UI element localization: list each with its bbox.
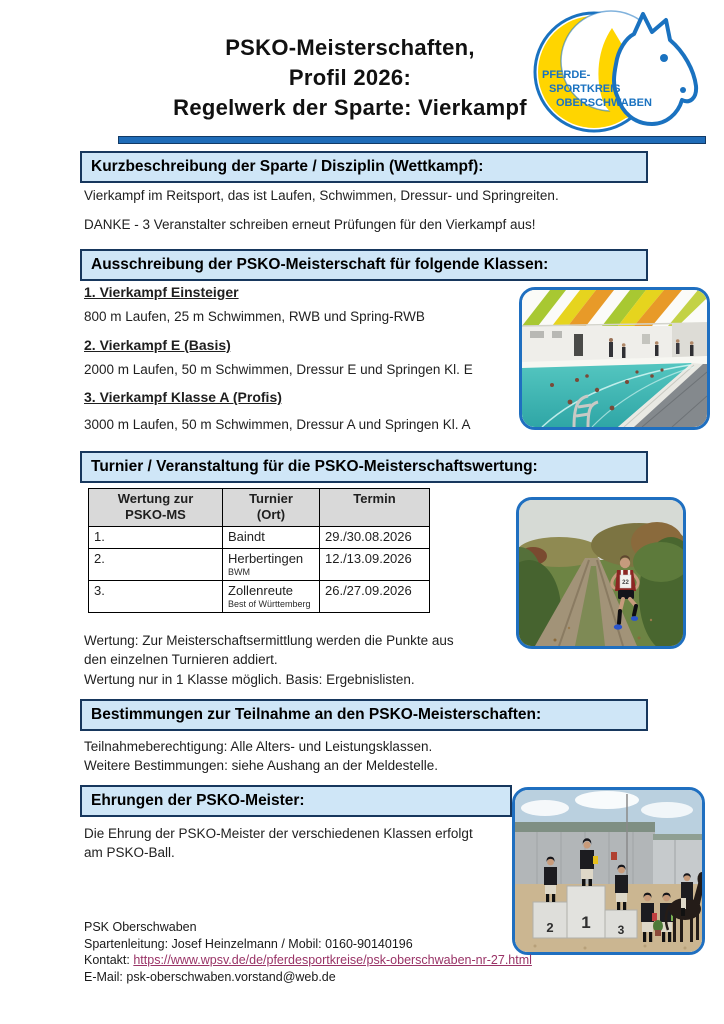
award-podium-photo [512,787,705,955]
title-underline-bar [118,136,706,144]
bib-number: 22 [622,580,629,586]
wertung-paragraph [84,631,454,689]
wertung-line: Wertung: Zur Meisterschaftsermittlung werden die Punkte aus [84,633,454,648]
cell-num: 1. [89,527,223,549]
table-row [89,549,430,581]
col-header-termin: Termin [320,489,430,527]
turnier-table [88,488,430,613]
logo-text-1: PFERDE- [542,69,591,81]
section-heading-kurzbeschreibung: Kurzbeschreibung der Sparte / Disziplin (Wettkampf): [80,151,648,183]
table-row [89,581,430,613]
kurzbeschreibung-paragraph-1: Vierkampf im Reitsport, das ist Laufen, Schwimmen, Dressur- und Springreiten. [84,188,559,203]
col-header-turnier: Turnier (Ort) [223,489,320,527]
col-header-wertung: Wertung zur PSKO-MS [89,489,223,527]
wertung-line: den einzelnen Turnieren addiert. [84,652,278,668]
section-heading-bestimmungen: Bestimmungen zur Teilnahme an den PSKO-Meisterschaften: [80,699,648,731]
podium-rank-3: 3 [617,923,625,937]
class-2-title: 2. Vierkampf E (Basis) [84,337,231,353]
section-heading-ehrungen: Ehrungen der PSKO-Meister: [80,785,512,817]
section-heading-ausschreibung: Ausschreibung der PSKO-Meisterschaft für folgende Klassen: [80,249,648,281]
class-3-title: 3. Vierkampf Klasse A (Profis) [84,389,282,405]
footer [84,919,532,985]
ehrungen-paragraph [84,824,473,863]
cell-termin: 29./30.08.2026 [320,527,430,549]
section-heading-turnier: Turnier / Veranstaltung für die PSKO-Meisterschaftswertung: [80,451,648,483]
club-logo [516,6,712,134]
ehrungen-line: am PSKO-Ball. [84,845,175,861]
footer-website-link[interactable]: https://www.wpsv.de/de/pferdesportkreise/psk-oberschwaben-nr-27.html [133,953,532,967]
footer-org: PSK Oberschwaben [84,920,197,934]
title-line-2: Profil 2026: [288,65,412,90]
podium-rank-2: 2 [546,920,554,935]
class-2-desc: 2000 m Laufen, 50 m Schwimmen, Dressur E und Springen Kl. E [84,362,473,377]
ehrungen-line: Die Ehrung der PSKO-Meister der verschiedenen Klassen erfolgt [84,826,473,841]
footer-email-line [84,969,532,986]
cross-country-runner-photo [516,497,686,649]
bestimmungen-paragraph [84,737,438,776]
swimming-pool-photo [519,287,710,430]
footer-email-label: E-Mail: [84,969,127,984]
table-row [89,527,430,549]
cell-termin: 26./27.09.2026 [320,581,430,613]
footer-contact-person: Spartenleitung: Josef Heinzelmann / Mobil: 0160-90140196 [84,936,413,951]
title-line-1: PSKO-Meisterschaften, [225,35,475,60]
kurzbeschreibung-paragraph-2: DANKE - 3 Veranstalter schreiben erneut Prüfungen für den Vierkampf aus! [84,217,536,232]
table-header-row [89,489,430,527]
class-1-title: 1. Vierkampf Einsteiger [84,284,239,300]
horse-logo-icon [516,6,712,134]
cell-num: 3. [89,581,223,613]
logo-text-3: OBERSCHWABEN [556,97,652,109]
cell-ort-sub: Best of Württemberg [228,599,311,609]
cell-termin: 12./13.09.2026 [320,549,430,581]
footer-kontakt-line [84,952,532,969]
podium-rank-1: 1 [581,913,591,932]
cell-ort: Herbertingen BWM [223,549,320,581]
cell-ort: Zollenreute Best of Württemberg [223,581,320,613]
class-3-desc: 3000 m Laufen, 50 m Schwimmen, Dressur A und Springen Kl. A [84,417,471,432]
wertung-line: Wertung nur in 1 Klasse möglich. Basis: Ergebnislisten. [84,671,415,687]
cell-ort-sub: BWM [228,567,250,577]
bestimmungen-line: Teilnahmeberechtigung: Alle Alters- und Leistungsklassen. [84,739,433,754]
class-1-desc: 800 m Laufen, 25 m Schwimmen, RWB und Spring-RWB [84,309,425,324]
logo-text-2: SPORTKREIS [549,83,621,95]
cell-num: 2. [89,549,223,581]
footer-kontakt-label: Kontakt: [84,953,134,967]
bestimmungen-line: Weitere Bestimmungen: siehe Aushang an der Meldestelle. [84,758,438,774]
cell-ort: Baindt [223,527,320,549]
title-line-3: Regelwerk der Sparte: Vierkampf [173,95,527,120]
footer-email-value: psk-oberschwaben.vorstand@web.de [126,969,336,984]
